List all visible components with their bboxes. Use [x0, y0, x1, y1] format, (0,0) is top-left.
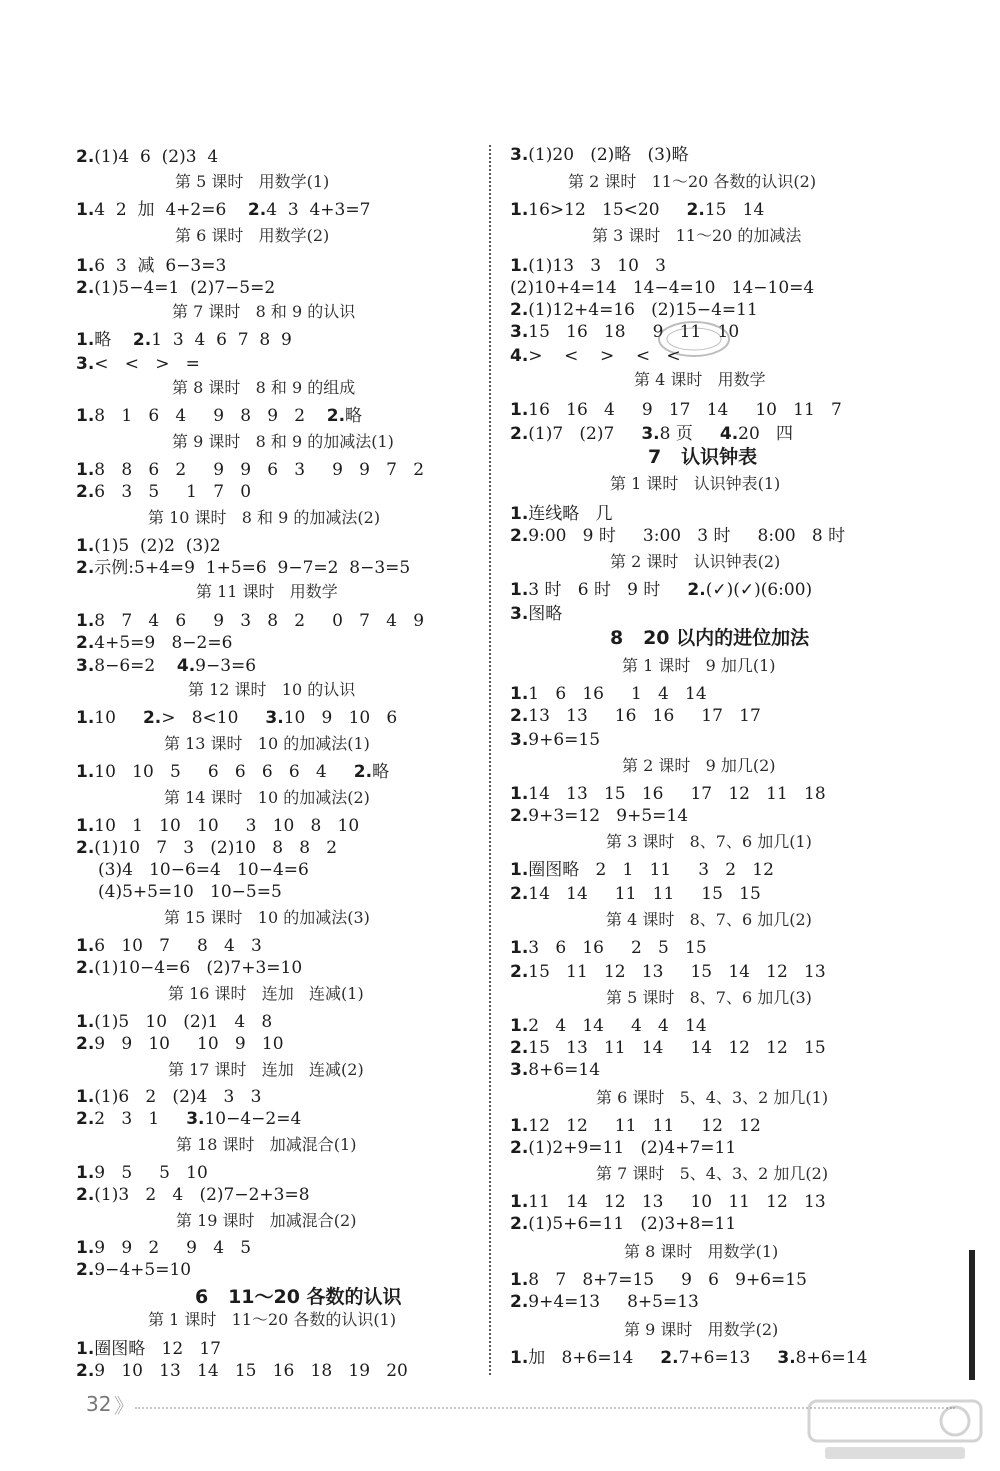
page-number: 32 — [86, 1392, 112, 1416]
answer-text: 15 16 18 9 11 10 — [528, 322, 740, 342]
question-number: 1. — [510, 1348, 529, 1368]
question-number: 2. — [76, 147, 95, 167]
answer-line — [510, 604, 562, 624]
answer-line — [76, 558, 410, 578]
answer-line — [76, 354, 200, 374]
answer-line — [76, 633, 232, 653]
question-number: 3. — [641, 424, 660, 444]
lesson-heading: 第 12 课时 10 的认识 — [188, 680, 356, 699]
lesson-heading: 第 18 课时 加减混合(1) — [176, 1135, 357, 1154]
answer-text: (1)2+9=11 (2)4+7=11 — [528, 1138, 737, 1158]
answer-text: 8 页 — [659, 424, 720, 444]
question-number: 2. — [76, 1034, 95, 1054]
lesson-heading: 第 19 课时 加减混合(2) — [176, 1211, 357, 1230]
question-number: 1. — [76, 1163, 95, 1183]
question-number: 2. — [510, 962, 529, 982]
lesson-heading: 第 10 课时 8 和 9 的加减法(2) — [148, 508, 381, 527]
lesson-heading: 第 17 课时 连加 连减(2) — [168, 1060, 364, 1079]
answer-text: 9 10 13 14 15 16 18 19 20 — [94, 1361, 408, 1381]
answer-column-left — [0, 0, 460, 1400]
answer-line: (2)10+4=14 14−4=10 14−10=4 — [510, 278, 815, 298]
answer-text: 11 14 12 13 10 11 12 13 — [528, 1192, 826, 1212]
lesson-heading: 第 16 课时 连加 连减(1) — [168, 984, 364, 1003]
question-number: 2. — [510, 526, 529, 546]
lesson-heading: 第 4 课时 用数学 — [634, 370, 766, 389]
answer-line — [76, 611, 424, 631]
answer-line — [76, 460, 424, 480]
question-number: 2. — [510, 1214, 529, 1234]
answer-text: 9 9 2 9 4 5 — [94, 1238, 252, 1258]
answer-text: 圈图略 12 17 — [94, 1339, 221, 1359]
answer-line — [510, 256, 666, 276]
answer-line — [510, 424, 793, 444]
answer-text: (1)12+4=16 (2)15−4=11 — [528, 300, 758, 320]
lesson-heading: 第 13 课时 10 的加减法(1) — [164, 734, 370, 753]
question-number: 2. — [76, 278, 95, 298]
answer-text: 略 — [345, 406, 363, 426]
answer-text: 14 14 11 11 15 15 — [528, 884, 761, 904]
answer-line — [510, 860, 774, 880]
answer-text: 圈图略 2 1 11 3 2 12 — [528, 860, 774, 880]
answer-text: 10−4−2=4 — [204, 1109, 302, 1129]
answer-text: 示例:5+4=9 1+5=6 9−7=2 8−3=5 — [94, 558, 411, 578]
answer-line — [510, 1270, 807, 1290]
lesson-heading: 第 2 课时 认识钟表(2) — [610, 552, 781, 571]
question-number: 2. — [353, 762, 373, 782]
answer-line — [510, 1060, 600, 1080]
answer-text: 8 7 4 6 9 3 8 2 0 7 4 9 — [94, 611, 425, 631]
question-number: 1. — [510, 1016, 529, 1036]
question-number: 1. — [76, 536, 95, 556]
answer-text: 略 — [94, 330, 133, 350]
answer-line — [76, 838, 337, 858]
question-number: 1. — [76, 762, 95, 782]
answer-line — [76, 1034, 284, 1054]
answer-line — [510, 1214, 736, 1234]
answer-line: (3)4 10−6=4 10−4=6 — [98, 860, 309, 880]
lesson-heading: 第 14 课时 10 的加减法(2) — [164, 788, 370, 807]
question-number: 3. — [777, 1348, 796, 1368]
question-number: 2. — [142, 708, 162, 728]
question-number: 1. — [510, 200, 529, 220]
answer-text: 9+6=15 — [528, 730, 601, 750]
answer-text: 1 3 4 6 7 8 9 — [151, 330, 292, 350]
unit-heading: 7 认识钟表 — [648, 446, 758, 468]
question-number: 1. — [76, 330, 95, 350]
question-number: 2. — [686, 200, 705, 220]
question-number: 1. — [76, 1087, 95, 1107]
answer-line — [510, 938, 707, 958]
answer-text: 4+5=9 8−2=6 — [94, 633, 233, 653]
answer-text: < < > = — [94, 354, 200, 374]
answer-text: 6 3 5 1 7 0 — [94, 482, 252, 502]
question-number: 1. — [510, 580, 529, 600]
question-number: 2. — [76, 1109, 95, 1129]
answer-text: 图略 — [528, 604, 563, 624]
answer-line — [76, 330, 292, 350]
answer-line — [76, 1087, 261, 1107]
answer-text: 8 8 6 2 9 9 6 3 9 9 7 2 — [94, 460, 425, 480]
answer-column-right — [500, 0, 960, 1400]
answer-text: 8+6=14 — [795, 1348, 868, 1368]
question-number: 3. — [265, 708, 284, 728]
question-number: 3. — [510, 1060, 529, 1080]
question-number: 2. — [76, 558, 95, 578]
lesson-heading: 第 5 课时 用数学(1) — [175, 172, 330, 191]
lesson-heading: 第 1 课时 9 加几(1) — [622, 656, 776, 675]
lesson-heading: 第 7 课时 8 和 9 的认识 — [172, 302, 356, 321]
answer-line — [76, 1238, 251, 1258]
answer-text: 14 13 15 16 17 12 11 18 — [528, 784, 826, 804]
answer-line — [510, 884, 761, 904]
question-number: 2. — [76, 1361, 95, 1381]
answer-line — [510, 400, 842, 420]
answer-text: 加 8+6=14 — [528, 1348, 661, 1368]
question-number: 1. — [76, 256, 95, 276]
question-number: 1. — [76, 1339, 95, 1359]
answer-line — [510, 1192, 826, 1212]
answer-text: 6 3 减 6−3=3 — [94, 256, 227, 276]
lesson-heading: 第 2 课时 9 加几(2) — [622, 756, 776, 775]
question-number: 2. — [76, 958, 95, 978]
answer-text: 15 11 12 13 15 14 12 13 — [528, 962, 826, 982]
question-number: 3. — [510, 322, 529, 342]
answer-line — [510, 145, 689, 165]
answer-line — [510, 200, 764, 220]
question-number: 4. — [719, 424, 739, 444]
column-divider — [489, 145, 491, 1375]
question-number: 1. — [510, 1270, 529, 1290]
question-number: 2. — [76, 1185, 95, 1205]
lesson-heading: 第 1 课时 认识钟表(1) — [610, 474, 781, 493]
question-number: 2. — [687, 580, 706, 600]
answer-text: 16>12 15<20 — [528, 200, 687, 220]
answer-line — [76, 536, 221, 556]
question-number: 2. — [76, 482, 95, 502]
answer-line — [510, 1348, 867, 1368]
answer-text: (1)10−4=6 (2)7+3=10 — [94, 958, 303, 978]
answer-line — [76, 256, 226, 276]
answer-line — [510, 1038, 826, 1058]
answer-text: 6 10 7 8 4 3 — [94, 936, 262, 956]
answer-text: 略 — [372, 762, 390, 782]
answer-text: 16 16 4 9 17 14 10 11 7 — [528, 400, 842, 420]
answer-text: 8+6=14 — [528, 1060, 601, 1080]
question-number: 3. — [510, 730, 529, 750]
answer-text: 10 1 10 10 3 10 8 10 — [94, 816, 360, 836]
answer-text: > 8<10 — [161, 708, 266, 728]
watermark-logo — [805, 1395, 985, 1465]
answer-line — [76, 1260, 191, 1280]
lesson-heading: 第 8 课时 8 和 9 的组成 — [172, 378, 356, 397]
question-number: 2. — [510, 1292, 529, 1312]
answer-text: (1)5 10 (2)1 4 8 — [94, 1012, 273, 1032]
answer-line — [76, 656, 256, 676]
answer-line — [510, 684, 707, 704]
page-arrows-icon: 》 — [114, 1394, 134, 1418]
answer-line — [510, 504, 613, 524]
answer-text: 15 13 11 14 14 12 12 15 — [528, 1038, 826, 1058]
answer-line — [76, 936, 262, 956]
answer-line — [76, 1163, 208, 1183]
question-number: 2. — [326, 406, 346, 426]
answer-line — [510, 1292, 699, 1312]
question-number: 1. — [510, 684, 529, 704]
answer-text: 9+4=13 8+5=13 — [528, 1292, 699, 1312]
question-number: 3. — [510, 604, 529, 624]
answer-text: (1)4 6 (2)3 4 — [94, 147, 219, 167]
answer-text: 9 9 10 10 9 10 — [94, 1034, 284, 1054]
answer-line — [76, 147, 218, 167]
answer-text: (1)13 3 10 3 — [528, 256, 666, 276]
answer-text: (1)5−4=1 (2)7−5=2 — [94, 278, 276, 298]
lesson-heading: 第 3 课时 8、7、6 加几(1) — [606, 832, 812, 851]
answer-text: 9+3=12 9+5=14 — [528, 806, 689, 826]
question-number: 1. — [76, 936, 95, 956]
answer-text: (1)5 (2)2 (3)2 — [94, 536, 221, 556]
page-edge-mark — [969, 1250, 975, 1380]
answer-text: (✓)(✓)(6:00) — [705, 580, 813, 600]
answer-line — [76, 278, 275, 298]
question-number: 2. — [510, 1138, 529, 1158]
answer-line — [76, 200, 370, 220]
answer-text: 2 3 1 — [94, 1109, 187, 1129]
question-number: 4. — [176, 656, 196, 676]
question-number: 2. — [76, 1260, 95, 1280]
lesson-heading: 第 4 课时 8、7、6 加几(2) — [606, 910, 812, 929]
answer-line — [76, 816, 359, 836]
question-number: 2. — [76, 633, 95, 653]
answer-line — [510, 580, 812, 600]
question-number: 1. — [76, 406, 95, 426]
answer-line — [76, 1339, 221, 1359]
question-number: 2. — [510, 884, 529, 904]
question-number: 2. — [247, 200, 267, 220]
lesson-heading: 第 11 课时 用数学 — [196, 582, 338, 601]
answer-text: 20 四 — [738, 424, 794, 444]
answer-text: 连线略 几 — [528, 504, 613, 524]
answer-text: 15 14 — [704, 200, 765, 220]
answer-text: 13 13 16 16 17 17 — [528, 706, 761, 726]
question-number: 2. — [76, 838, 95, 858]
answer-line — [510, 784, 826, 804]
answer-text: 3 6 16 2 5 15 — [528, 938, 707, 958]
question-number: 1. — [510, 1192, 529, 1212]
question-number: 1. — [76, 611, 95, 631]
answer-line — [76, 1012, 272, 1032]
answer-text: 4 2 加 4+2=6 — [94, 200, 248, 220]
answer-line — [76, 762, 389, 782]
question-number: 1. — [76, 1012, 95, 1032]
unit-heading: 6 11～20 各数的认识 — [195, 1286, 402, 1308]
question-number: 3. — [76, 354, 95, 374]
answer-text: 9−3=6 — [195, 656, 257, 676]
question-number: 1. — [510, 860, 529, 880]
answer-text: (1)3 2 4 (2)7−2+3=8 — [94, 1185, 310, 1205]
answer-line — [510, 962, 826, 982]
lesson-heading: 第 1 课时 11～20 各数的认识(1) — [148, 1310, 397, 1329]
question-number: 1. — [510, 938, 529, 958]
question-number: 2. — [510, 1038, 529, 1058]
lesson-heading: 第 8 课时 用数学(1) — [624, 1242, 779, 1261]
answer-text: 9:00 9 时 3:00 3 时 8:00 8 时 — [528, 526, 846, 546]
question-number: 1. — [510, 784, 529, 804]
answer-text: 10 9 10 6 — [283, 708, 398, 728]
answer-text: (1)7 (2)7 — [528, 424, 642, 444]
question-number: 1. — [76, 708, 95, 728]
question-number: 1. — [510, 1116, 529, 1136]
question-number: 1. — [76, 200, 95, 220]
stamp-seal — [655, 318, 733, 360]
lesson-heading: 第 2 课时 11～20 各数的认识(2) — [568, 172, 817, 191]
answer-text: 1 6 16 1 4 14 — [528, 684, 707, 704]
question-number: 2. — [660, 1348, 679, 1368]
answer-line — [510, 1016, 707, 1036]
question-number: 1. — [510, 504, 529, 524]
answer-line — [76, 958, 302, 978]
answer-line — [510, 730, 600, 750]
answer-text: 10 — [94, 708, 143, 728]
answer-line — [76, 1361, 408, 1381]
answer-text: 8−6=2 — [94, 656, 177, 676]
unit-heading: 8 20 以内的进位加法 — [610, 627, 810, 649]
question-number: 1. — [76, 816, 95, 836]
answer-line — [76, 1185, 310, 1205]
lesson-heading: 第 15 课时 10 的加减法(3) — [164, 908, 370, 927]
question-number: 2. — [132, 330, 152, 350]
lesson-heading: 第 5 课时 8、7、6 加几(3) — [606, 988, 812, 1007]
answer-text: 3 时 6 时 9 时 — [528, 580, 688, 600]
question-number: 3. — [510, 145, 529, 165]
answer-text: 7+6=13 — [678, 1348, 778, 1368]
answer-text: (1)5+6=11 (2)3+8=11 — [528, 1214, 737, 1234]
answer-text: (1)10 7 3 (2)10 8 8 2 — [94, 838, 338, 858]
answer-line — [510, 1138, 736, 1158]
answer-text: 8 7 8+7=15 9 6 9+6=15 — [528, 1270, 807, 1290]
answer-text: > < > < < — [528, 346, 681, 366]
lesson-heading: 第 6 课时 5、4、3、2 加几(1) — [596, 1088, 829, 1107]
lesson-heading: 第 9 课时 8 和 9 的加减法(1) — [172, 432, 394, 451]
answer-line — [510, 1116, 761, 1136]
question-number: 2. — [510, 300, 529, 320]
lesson-heading: 第 3 课时 11～20 的加减法 — [592, 226, 802, 245]
answer-text: (1)20 (2)略 (3)略 — [528, 145, 689, 165]
question-number: 3. — [186, 1109, 205, 1129]
answer-line — [510, 806, 688, 826]
lesson-heading: 第 9 课时 用数学(2) — [624, 1320, 779, 1339]
question-number: 2. — [510, 706, 529, 726]
answer-line — [76, 406, 362, 426]
question-number: 1. — [510, 400, 529, 420]
answer-line — [76, 482, 251, 502]
answer-text: 9−4+5=10 — [94, 1260, 192, 1280]
answer-line — [510, 706, 761, 726]
answer-text: 2 4 14 4 4 14 — [528, 1016, 707, 1036]
lesson-heading: 第 7 课时 5、4、3、2 加几(2) — [596, 1164, 829, 1183]
answer-text: 4 3 4+3=7 — [266, 200, 371, 220]
question-number: 1. — [510, 256, 529, 276]
question-number: 3. — [76, 656, 95, 676]
answer-line — [76, 1109, 301, 1129]
answer-line — [76, 708, 397, 728]
answer-text: 8 1 6 4 9 8 9 2 — [94, 406, 327, 426]
answer-text: 10 10 5 6 6 6 6 4 — [94, 762, 354, 782]
question-number: 2. — [510, 806, 529, 826]
question-number: 1. — [76, 460, 95, 480]
answer-line — [510, 526, 845, 546]
question-number: 1. — [76, 1238, 95, 1258]
question-number: 2. — [510, 424, 529, 444]
answer-line — [510, 300, 758, 320]
lesson-heading: 第 6 课时 用数学(2) — [175, 226, 330, 245]
answer-text: (1)6 2 (2)4 3 3 — [94, 1087, 262, 1107]
answer-line: (4)5+5=10 10−5=5 — [98, 882, 282, 902]
answer-text: 9 5 5 10 — [94, 1163, 208, 1183]
answer-text: 12 12 11 11 12 12 — [528, 1116, 761, 1136]
question-number: 4. — [510, 346, 529, 366]
